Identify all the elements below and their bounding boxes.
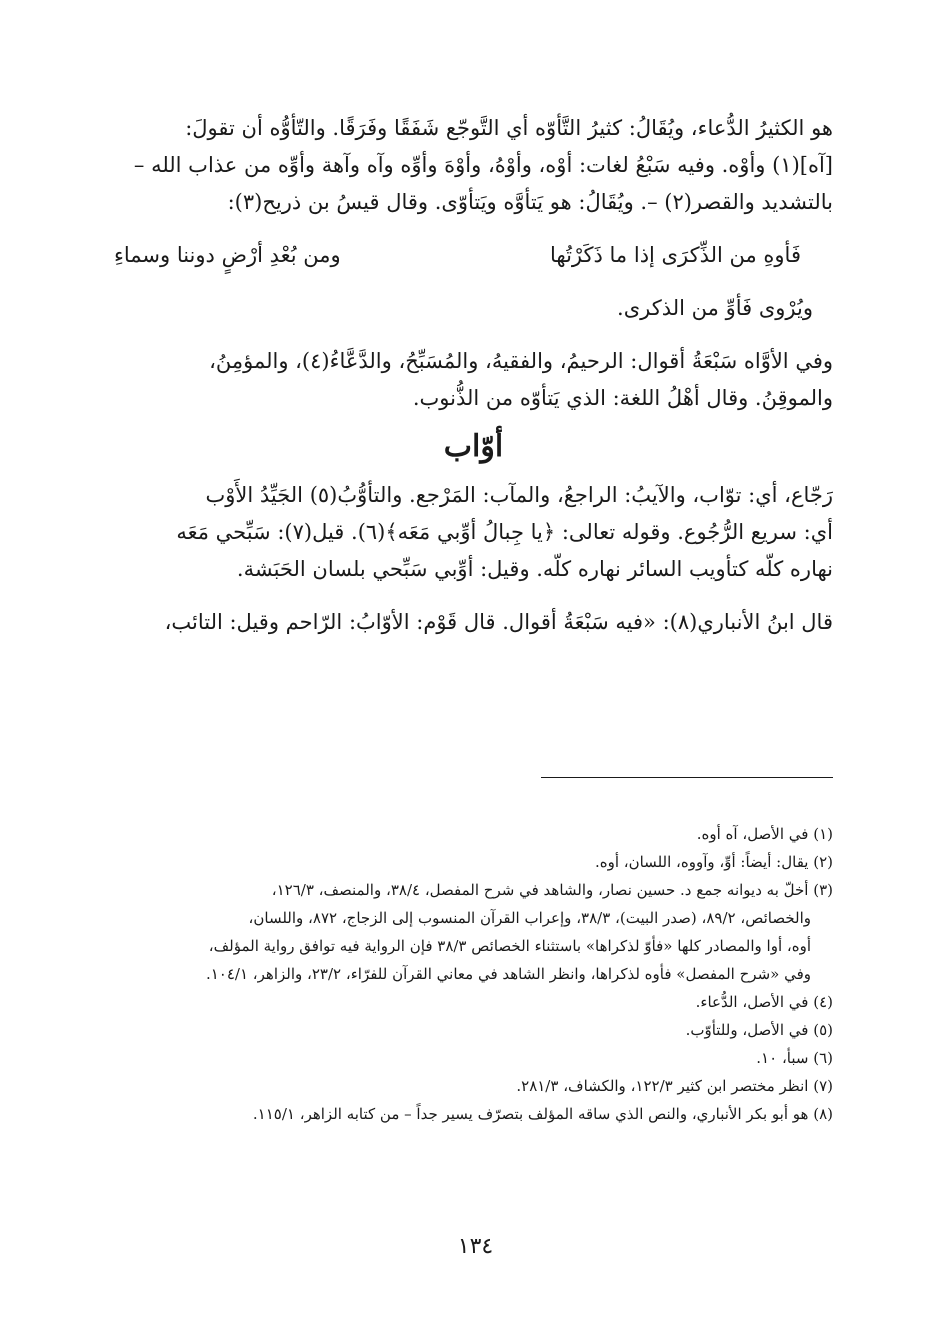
page-number: ١٣٤ <box>457 1234 494 1259</box>
paragraph-3 <box>114 477 833 588</box>
footnote-3: (٣) أخلّ به ديوانه جمع د. حسين نصار، والشاهد في شرح المفصل، ٣٨/٤، والمنصف، ١٢٦/٣، <box>271 881 833 899</box>
footnote-1: (١) في الأصل، آه أوه. <box>696 825 833 843</box>
text-line: هو الكثيرُ الدُّعاء، ويُقَالُ: كثيرُ التَّأوّه أي التَّوجّع شَفَقًا وفَرَقًا. والتّأوُّه أن تقولَ: <box>185 116 833 140</box>
footnote-6: (٦) سبأ، ١٠. <box>756 1049 833 1067</box>
footnote-2: (٢) يقال: أيضاً: أوِّ، وآووه، اللسان، أوه. <box>594 853 833 871</box>
verse-first-hemistich: فَأوهِ من الذِّكرَى إذا ما ذَكَرْتُها <box>550 243 801 267</box>
text-line: ويُرْوى فَأوِّ من الذكرى. <box>617 296 813 320</box>
footnote-3-continued: أوه، أوا والمصادر كلها «فأوّ لذكراها» باستثناء الخصائص ٣٨/٣ فإن الرواية فيه توافق رواية المؤلف، <box>208 937 811 955</box>
entry-heading: أوّاب <box>443 429 504 464</box>
main-text <box>114 110 833 641</box>
footnote-3-continued: والخصائص، ٨٩/٢، (صدر البيت)، ٣٨/٣، وإعراب القرآن المنسوب إلى الزجاج، ٨٧٢، واللسان، <box>248 909 811 927</box>
paragraph-4 <box>114 604 833 641</box>
text-line: قال ابنُ الأنباري(٨): «فيه سَبْعَةُ أقوال. قال قَوْم: الأوّابُ: الرّاحم وقيل: التائب، <box>164 610 833 634</box>
text-line: والموقِنُ. وقال أهْلُ اللغة: الذي يَتأوّه من الذُّنوب. <box>412 386 833 410</box>
paragraph-1 <box>114 110 833 221</box>
footnote-4: (٤) في الأصل، الدُّعاء. <box>695 993 833 1011</box>
footnote-separator <box>541 777 833 778</box>
paragraph-2 <box>114 343 833 417</box>
poem-verse <box>114 237 801 274</box>
footnote-7: (٧) انظر مختصر ابن كثير ١٢٢/٣، والكشاف، ٢٨١/٣. <box>516 1077 833 1095</box>
footnote-8: (٨) هو أبو بكر الأنباري، والنص الذي ساقه المؤلف بتصرّف يسير جداً – من كتابه الزاهر، ١١٥/١. <box>252 1105 833 1123</box>
verse-second-hemistich: ومن بُعْدِ أرْضٍ دوننا وسماءِ <box>114 243 341 267</box>
text-line: نهاره كلّه كتأويب السائر نهاره كلّه. وقيل: أوِّبي سَبِّحي بلسان الحَبَشة. <box>236 557 833 581</box>
text-line: [آه](١) وأوْه. وفيه سَبْعُ لغات: أوْه، وأوْهُ، وأوْهَ وأوِّه وآه وآهة وأوِّه من عذاب الله – <box>133 153 833 177</box>
footnote-5: (٥) في الأصل، وللتأوّب. <box>685 1021 833 1039</box>
footnotes <box>106 820 833 1128</box>
text-line: أي: سريع الرُّجُوع. وقوله تعالى: ﴿يا جِبالُ أوِّبي مَعَه﴾(٦). قيل(٧): سَبِّحي مَعَه <box>176 520 833 544</box>
footnote-3-continued: وفي «شرح المفصل» فأوه لذكراها، وانظر الشاهد في معاني القرآن للفرّاء، ٢٣/٢، والزاهر، ١٠٤/١. <box>205 965 811 983</box>
text-line: رَجّاع، أي: توّاب، والآيبُ: الراجعُ، والمآب: المَرْجع. والتأوُّبُ(٥) الجَيِّدُ الأَوْب <box>205 483 833 507</box>
verse-variant-note <box>114 290 833 327</box>
text-line: وفي الأوَّاه سَبْعَةُ أقوال: الرحيمُ، والفقيهُ، والمُسَبِّحُ، والدَّعَّاءُ(٤)، والمؤمِنُ، <box>209 349 833 373</box>
text-line: بالتشديد والقصر(٢) –. ويُقَالُ: هو يَتأوَّه ويَتأوّى. وقال قيسُ بن ذريح(٣): <box>227 190 833 214</box>
